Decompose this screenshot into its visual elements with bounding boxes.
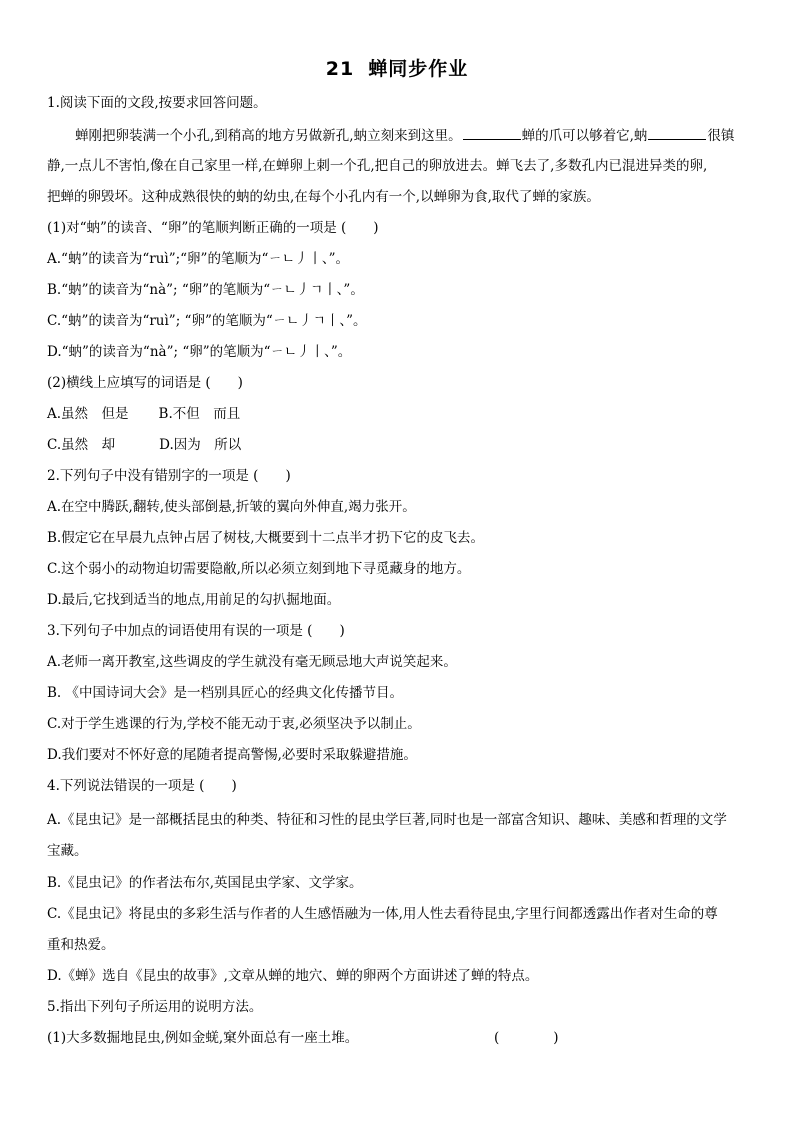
q2-option-a: A.在空中腾跃,翻转,使头部倒悬,折皱的翼向外伸直,竭力张开。 <box>47 499 416 515</box>
q1-sub1-option-a: A.“蚋”的读音为“ruì”;“卵”的笔顺为“ㄧㄴ丿丨、”。 <box>47 251 350 267</box>
q5-sub1 <box>47 1028 757 1048</box>
q3-option-c: C.对于学生逃课的行为,学校不能无动于衷,必须坚决予以制止。 <box>47 716 421 732</box>
answer-parentheses[interactable]: ( ) <box>494 1030 559 1046</box>
q1-sub1-option-d: D.“蚋”的读音为“nà”; “卵”的笔顺为“ㄧㄴ丿丨、”。 <box>47 344 352 360</box>
q2-stem: 2.下列句子中没有错别字的一项是 ( ) <box>47 468 291 484</box>
q4-option-a-line1: A.《昆虫记》是一部概括昆虫的种类、特征和习性的昆虫学巨著,同时也是一部富含知识、趣味、美感和哲理的文学 <box>47 812 727 828</box>
q1-sub2-option-d: D.因为 所以 <box>159 437 242 453</box>
q4-option-c-line1: C.《昆虫记》将昆虫的多彩生活与作者的人生感悟融为一体,用人性去看待昆虫,字里行间都透露出作者对生命的尊 <box>47 906 718 922</box>
q4-option-a-line2: 宝藏。 <box>47 843 88 859</box>
lesson-title: 蝉同步作业 <box>368 58 469 80</box>
q4-option-c-line2: 重和热爱。 <box>47 937 115 953</box>
passage-line-1 <box>75 125 757 146</box>
q1-sub2-options-ab <box>47 404 757 424</box>
lesson-number: 21 <box>325 58 355 80</box>
q3-option-b: B. 《中国诗词大会》是一档别具匠心的经典文化传播节目。 <box>47 685 404 701</box>
q3-option-a: A.老师一离开教室,这些调皮的学生就没有毫无顾忌地大声说笑起来。 <box>47 654 457 670</box>
q1-sub1-option-b: B.“蚋”的读音为“nà”; “卵”的笔顺为“ㄧㄴ丿ㄱ丨、”。 <box>47 282 364 298</box>
q5-sub1-text: (1)大多数掘地昆虫,例如金蜣,窠外面总有一座土堆。 <box>47 1030 359 1046</box>
passage-line-3: 把蝉的卵毁坏。这种成熟很快的蚋的幼虫,在每个小孔内有一个,以蝉卵为食,取代了蝉的家族。 <box>47 189 600 205</box>
q1-sub1-stem: (1)对“蚋”的读音、“卵”的笔顺判断正确的一项是 ( ) <box>47 220 379 236</box>
q1-sub2-option-c: C.虽然 却 <box>47 437 116 453</box>
q3-stem: 3.下列句子中加点的词语使用有误的一项是 ( ) <box>47 623 345 639</box>
fill-blank-1[interactable] <box>463 125 521 140</box>
q2-option-b: B.假定它在早晨九点钟占居了树枝,大概要到十二点半才扔下它的皮飞去。 <box>47 530 485 546</box>
q1-sub2-stem: (2)横线上应填写的词语是 ( ) <box>47 375 243 391</box>
q3-option-d: D.我们要对不怀好意的尾随者提高警惕,必要时采取躲避措施。 <box>47 747 417 763</box>
q4-option-b: B.《昆虫记》的作者法布尔,英国昆虫学家、文学家。 <box>47 875 363 891</box>
q4-option-d: D.《蝉》选自《昆虫的故事》,文章从蝉的地穴、蝉的卵两个方面讲述了蝉的特点。 <box>47 968 539 984</box>
q1-sub1-option-c: C.“蚋”的读音为“ruì”; “卵”的笔顺为“ㄧㄴ丿ㄱ丨、”。 <box>47 313 367 329</box>
q4-stem: 4.下列说法错误的一项是 ( ) <box>47 778 237 794</box>
q1-stem: 1.阅读下面的文段,按要求回答问题。 <box>47 95 267 111</box>
q1-sub2-option-b: B.不但 而且 <box>158 406 241 422</box>
passage-text: 蝉的爪可以够着它,蚋 <box>521 128 648 144</box>
q1-sub2-options-cd <box>47 435 757 455</box>
fill-blank-2[interactable] <box>648 125 706 140</box>
passage-line-2: 静,一点儿不害怕,像在自己家里一样,在蝉卵上刺一个孔,把自己的卵放进去。蝉飞去了,多数孔内已混进异类的卵, <box>47 158 708 174</box>
q2-option-d: D.最后,它找到适当的地点,用前足的勾扒掘地面。 <box>47 592 341 608</box>
q5-stem: 5.指出下列句子所运用的说明方法。 <box>47 999 263 1015</box>
passage-text: 很镇 <box>707 128 735 144</box>
q2-option-c: C.这个弱小的动物迫切需要隐敝,所以必须立刻到地下寻觅藏身的地方。 <box>47 561 471 577</box>
passage-text: 蝉刚把卵装满一个小孔,到稍高的地方另做新孔,蚋立刻来到这里。 <box>75 128 462 144</box>
q1-sub2-option-a: A.虽然 但是 <box>47 406 129 422</box>
page-title <box>0 54 794 81</box>
